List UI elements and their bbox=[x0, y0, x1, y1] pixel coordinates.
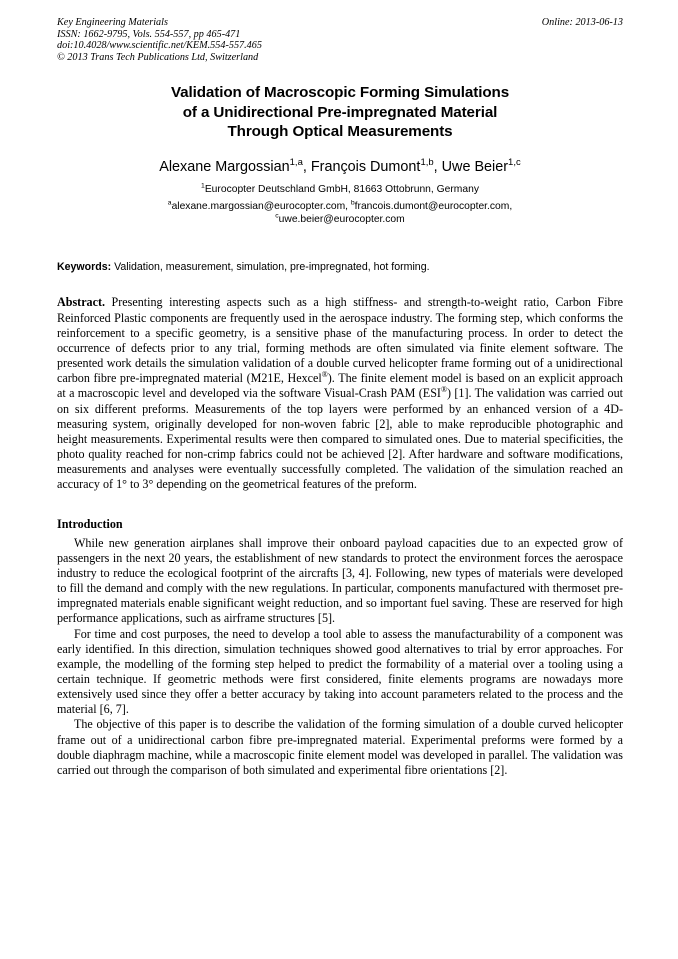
author-affiliation-marks-2: 1,b bbox=[420, 156, 434, 168]
online-publication-date: Online: 2013-06-13 bbox=[541, 17, 623, 28]
issn-volume-pages: ISSN: 1662-9795, Vols. 554-557, pp 465-471 bbox=[57, 28, 241, 40]
author-list bbox=[57, 158, 623, 176]
email-mark-c: c bbox=[275, 212, 279, 220]
copyright-line: © 2013 Trans Tech Publications Ltd, Switzerland bbox=[57, 51, 259, 63]
title-line-2: of a Unidirectional Pre-impregnated Material bbox=[182, 103, 498, 121]
author-separator-1: , bbox=[302, 158, 311, 175]
registered-mark-hexcel: ® bbox=[321, 370, 328, 380]
doi-line: doi:10.4028/www.scientific.net/KEM.554-557.465 bbox=[57, 40, 262, 52]
email-mark-a: a bbox=[167, 199, 172, 207]
title-line-1: Validation of Macroscopic Forming Simulations bbox=[170, 84, 510, 102]
page-title bbox=[57, 83, 623, 141]
email-line-2 bbox=[57, 213, 623, 226]
registered-mark-esi: ® bbox=[440, 385, 448, 395]
author-name-1: Alexane Margossian bbox=[159, 158, 290, 175]
introduction-paragraph-3: The objective of this paper is to describe the validation of the forming simulation of a double curved helicopter frame out of a unidirectional carbon fibre pre-impregnated material. Experimental preforms were formed by a double diaphragm machine, while a macroscopic finite element model was developed in parallel. The validation was carried out through the comparison of both simulated and experimental fibre orientations [2]. bbox=[57, 717, 623, 777]
abstract-label: Abstract. bbox=[57, 295, 106, 310]
keywords-text: Validation, measurement, simulation, pre-impregnated, hot forming. bbox=[111, 261, 430, 274]
author-affiliation-marks-1: 1,a bbox=[289, 156, 303, 168]
title-line-3: Through Optical Measurements bbox=[227, 123, 453, 141]
affiliation-line bbox=[57, 183, 623, 196]
email-mark-b: b bbox=[350, 199, 355, 207]
journal-running-header bbox=[57, 17, 623, 63]
author-separator-2: , bbox=[433, 158, 442, 175]
section-heading-introduction: Introduction bbox=[57, 517, 123, 532]
abstract-text-part-2: ). The finite element model is based on an explicit approach at a macroscopic level and developed via the software Visual-Crash PAM (ESI bbox=[57, 371, 623, 401]
email-address-1: alexane.margossian@eurocopter.com, bbox=[171, 200, 351, 212]
email-line-1 bbox=[57, 200, 623, 213]
email-address-2: francois.dumont@eurocopter.com, bbox=[354, 200, 513, 212]
journal-name: Key Engineering Materials bbox=[57, 17, 168, 28]
author-affiliation-marks-3: 1,c bbox=[508, 156, 521, 168]
author-emails bbox=[57, 200, 623, 227]
abstract-text-part-3: ) [1]. The validation was carried out on six different preforms. Measurements of the top layers were performed by an enhanced version of a 4D-measuring system, originally developed for non-woven fabric [2], able to make reproducible photographic and height measurements. Experimental results were then compared to simulated ones. Due to material specificities, the photo quality reached for non-crimp fabrics could not be achieved [2]. After hardware and software modifications, measurements and analyses were eventually successfully completed. The validation of the simulation reached an accuracy of 1° to 3° depending on the geometrical features of the preform. bbox=[57, 386, 623, 492]
introduction-paragraph-2: For time and cost purposes, the need to develop a tool able to assess the manufacturability of a component was early identified. In this direction, simulation techniques showed good alternatives to trial by error approaches. For example, the modelling of the forming step helped to predict the formability of a material over a tooling using a certain technique. If geometric methods were first considered, finite elements programs are nowadays more extensively used since they offer a better accuracy by taking into account parameters related to the process and the material [6, 7]. bbox=[57, 626, 623, 717]
abstract-section bbox=[57, 295, 623, 492]
introduction-paragraph-1: While new generation airplanes shall improve their onboard payload capacities due to an expected grow of passengers in the next 20 years, the establishment of new standards to protect the environment forces the aerospace industry to reduce the ecological footprint of the aircrafts [3, 4]. Following, new types of materials were developed to fill the demand and comply with the new regulations. In particular, components manufactured with thermoset pre-impregnated materials enable significant weight reduction, and so important fuel saving. These are reserved for high performance applications, such as airframe structures [5]. bbox=[57, 535, 623, 626]
author-name-3: Uwe Beier bbox=[441, 158, 509, 175]
email-address-3: uwe.beier@eurocopter.com bbox=[278, 214, 405, 225]
page-content bbox=[57, 17, 623, 778]
affiliation-mark: 1 bbox=[201, 182, 205, 190]
keywords-label: Keywords: bbox=[57, 261, 112, 274]
abstract-text-part-1: Presenting interesting aspects such as a high stiffness- and strength-to-weight ratio, Carbon Fibre Reinforced Plastic components are frequently used in the aerospace industry. The forming step, which conforms the reinforcement to a specific geometry, is a sensitive phase of the manufacturing process. In order to detect the occurrence of defects prior to any trial, forming methods are often simulated via finite element software. The presented work details the simulation validation of a double curved helicopter frame forming out of a unidirectional carbon fibre pre-impregnated material (M21E, Hexcel bbox=[57, 295, 623, 386]
keywords-section bbox=[57, 260, 623, 274]
author-name-2: François Dumont bbox=[310, 158, 421, 175]
affiliation-text: Eurocopter Deutschland GmbH, 81663 Ottobrunn, Germany bbox=[204, 183, 479, 195]
